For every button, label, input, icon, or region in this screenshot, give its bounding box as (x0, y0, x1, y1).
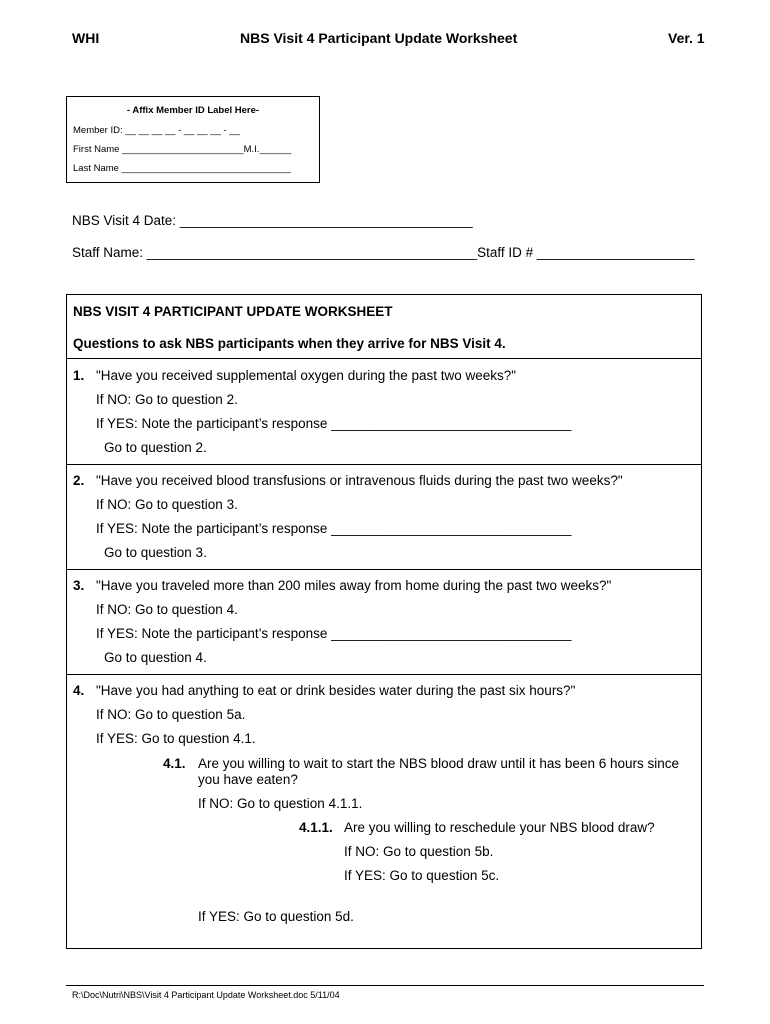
divider (67, 674, 701, 675)
q3-number: 3. (73, 578, 85, 593)
q2-text: "Have you received blood transfusions or intravenous fluids during the past two weeks?" (96, 473, 623, 488)
q2-number: 2. (73, 473, 85, 488)
last-name-field: Last Name ________________________________ (73, 163, 291, 174)
label-box-title: - Affix Member ID Label Here- (126, 105, 260, 116)
q4-1-1-if-no: If NO: Go to question 5b. (344, 844, 494, 859)
q1-if-yes: If YES: Note the participant’s response ________________________________ (96, 416, 572, 431)
q4-if-yes: If YES: Go to question 4.1. (96, 731, 256, 746)
q1-if-no: If NO: Go to question 2. (96, 392, 238, 407)
footer-path: R:\Doc\Nutri\NBS\Visit 4 Participant Update Worksheet.doc 5/11/04 (72, 990, 340, 1000)
q4-1-text-line2: you have eaten? (198, 772, 298, 787)
member-id-field: Member ID: __ __ __ __ - __ __ __ - __ (73, 125, 240, 136)
divider (67, 358, 701, 359)
q1-number: 1. (73, 368, 85, 383)
q4-1-text-line1: Are you willing to wait to start the NBS blood draw until it has been 6 hours since (198, 756, 680, 771)
page-title: NBS Visit 4 Participant Update Worksheet (240, 30, 518, 46)
worksheet-box (66, 294, 702, 949)
first-name-field: First Name _______________________M.I.______ (73, 144, 292, 155)
staff-name-field: Staff Name: ____________________________________________Staff ID # _____________________ (72, 245, 695, 260)
q4-1-if-no: If NO: Go to question 4.1.1. (198, 796, 363, 811)
footer-divider (66, 985, 704, 986)
q4-number: 4. (73, 683, 85, 698)
q2-if-yes: If YES: Note the participant’s response ________________________________ (96, 521, 572, 536)
q2-goto: Go to question 3. (104, 545, 207, 560)
q1-goto: Go to question 2. (104, 440, 207, 455)
q4-1-1-number: 4.1.1. (299, 820, 333, 835)
q4-1-1-text: Are you willing to reschedule your NBS blood draw? (344, 820, 655, 835)
q3-goto: Go to question 4. (104, 650, 207, 665)
q4-1-1-if-yes: If YES: Go to question 5c. (344, 868, 500, 883)
q3-if-yes: If YES: Note the participant’s response ________________________________ (96, 626, 572, 641)
q3-text: "Have you traveled more than 200 miles away from home during the past two weeks?" (96, 578, 612, 593)
divider (67, 464, 701, 465)
member-id-label-box (66, 96, 320, 183)
q4-text: "Have you had anything to eat or drink besides water during the past six hours?" (96, 683, 576, 698)
header-org: WHI (72, 30, 100, 46)
worksheet-title: NBS VISIT 4 PARTICIPANT UPDATE WORKSHEET (73, 304, 393, 319)
q3-if-no: If NO: Go to question 4. (96, 602, 238, 617)
version-label: Ver. 1 (668, 30, 705, 46)
visit-date-field: NBS Visit 4 Date: _______________________________________ (72, 213, 473, 228)
divider (67, 569, 701, 570)
q4-1-if-yes: If YES: Go to question 5d. (198, 909, 354, 924)
q2-if-no: If NO: Go to question 3. (96, 497, 238, 512)
q4-1-number: 4.1. (163, 756, 186, 771)
q4-if-no: If NO: Go to question 5a. (96, 707, 246, 722)
worksheet-subtitle: Questions to ask NBS participants when they arrive for NBS Visit 4. (73, 336, 506, 351)
q1-text: "Have you received supplemental oxygen during the past two weeks?" (96, 368, 517, 383)
